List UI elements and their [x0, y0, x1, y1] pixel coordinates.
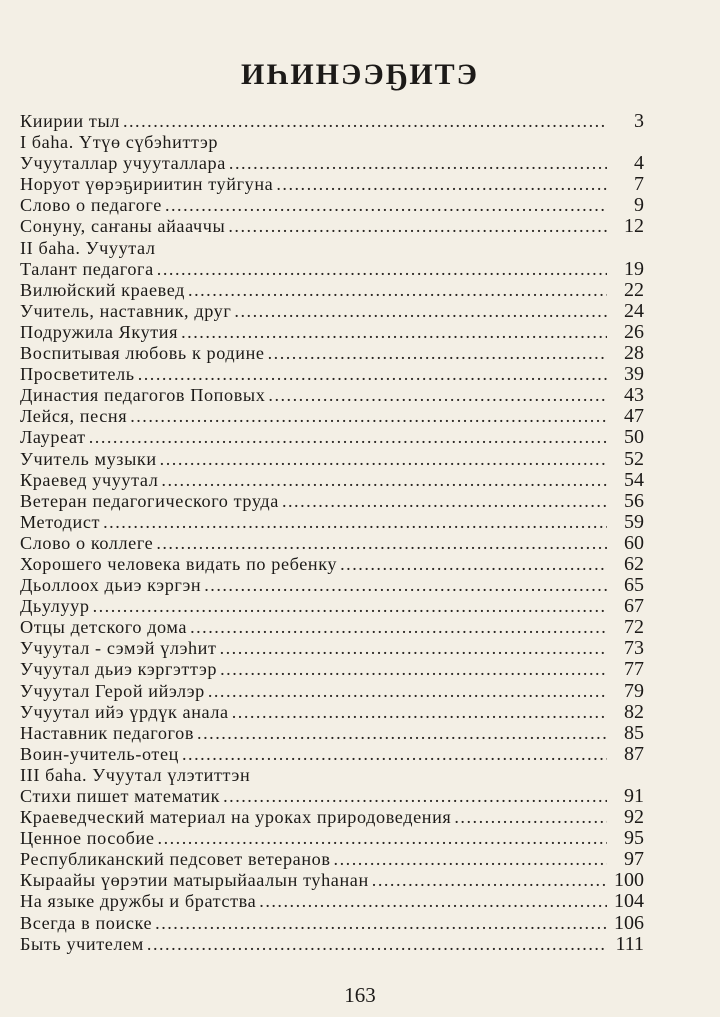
toc-dot-leader: [334, 849, 607, 870]
toc-entry-page: 50: [624, 426, 644, 449]
toc-entry-page: 12: [624, 215, 644, 238]
toc-entry: [20, 280, 644, 301]
toc-dot-leader: [232, 702, 607, 723]
toc-entry-title: Дьоллоох дьиэ кэргэн: [20, 575, 202, 596]
toc-entry-page: 9: [634, 194, 644, 217]
toc-entry-title: Киирии тыл: [20, 111, 120, 131]
toc-entry-title: Учуутал ийэ үрдүк анала: [20, 701, 229, 722]
toc-entry-page: 28: [624, 342, 644, 365]
toc-entry: [20, 427, 644, 448]
toc-entry: [20, 891, 644, 912]
toc-dot-leader: [268, 343, 607, 364]
toc-entry-title: Ценное пособие: [20, 828, 155, 849]
toc-entry-page: 56: [624, 489, 644, 512]
toc-entry-page: 111: [615, 932, 644, 955]
toc-dot-leader: [130, 406, 607, 427]
toc-entry: [20, 828, 644, 849]
toc-dot-leader: [234, 301, 607, 322]
toc-entry: [20, 322, 644, 343]
toc-entry-title: Учуутал - сэмэй үлэһит: [20, 638, 217, 659]
toc-entry-page: 65: [624, 574, 644, 597]
toc-dot-leader: [93, 596, 607, 617]
toc-entry-title: Быть учителем: [20, 933, 144, 954]
toc-entry-title: Воин-учитель-отец: [20, 743, 179, 764]
toc-entry: [20, 659, 644, 680]
toc-dot-leader: [188, 280, 607, 301]
toc-entry: [20, 406, 644, 427]
toc-entry: [20, 195, 644, 216]
toc-dot-leader: [182, 744, 607, 765]
toc-entry: [20, 449, 644, 470]
toc-entry-page: 4: [634, 152, 644, 175]
toc-dot-leader: [161, 470, 607, 491]
toc-entry: [20, 216, 644, 237]
toc-entry: [20, 512, 644, 533]
toc-entry-title: Воспитывая любовь к родине: [20, 343, 265, 364]
toc-entry-title: Слово о педагоге: [20, 195, 162, 216]
toc-entry-page: 43: [624, 384, 644, 407]
toc-entry-title: Методист: [20, 511, 101, 532]
toc-entry-page: 97: [624, 848, 644, 871]
toc-dot-leader: [197, 723, 607, 744]
toc-dot-leader: [158, 828, 607, 849]
toc-entry: [20, 786, 644, 807]
toc-dot-leader: [229, 153, 607, 174]
toc-entry-page: 60: [624, 531, 644, 554]
toc-entry-title: Ветеран педагогического труда: [20, 490, 279, 511]
toc-entry: [20, 153, 644, 174]
toc-entry: [20, 870, 644, 891]
toc-dot-leader: [147, 934, 607, 955]
toc-entry-title: Дьулуур: [20, 596, 90, 617]
toc-dot-leader: [103, 512, 607, 533]
toc-entry: [20, 702, 644, 723]
toc-section-heading: [20, 765, 644, 786]
toc-entry-page: 79: [624, 679, 644, 702]
toc-entry: [20, 385, 644, 406]
toc-entry-page: 95: [624, 827, 644, 850]
toc-entry-title: Подружила Якутия: [20, 321, 179, 342]
toc-entry: [20, 744, 644, 765]
toc-entry-title: Талант педагога: [20, 258, 154, 279]
toc-entry: [20, 491, 644, 512]
toc-entry-title: Слово о коллеге: [20, 532, 154, 553]
toc-entry-title: Наставник педагогов: [20, 722, 195, 743]
toc-entry: [20, 259, 644, 280]
toc-entry-page: 19: [624, 257, 644, 280]
toc-entry-page: 62: [624, 552, 644, 575]
toc-entry-title: Отцы детского дома: [20, 617, 188, 638]
toc-entry-title: Учуутал дьиэ кэргэттэр: [20, 659, 218, 680]
toc-entry: [20, 638, 644, 659]
toc-entry-title: Учитель, наставник, друг: [20, 300, 232, 321]
toc-entry-page: 73: [624, 637, 644, 660]
toc-dot-leader: [204, 575, 607, 596]
toc-dot-leader: [276, 174, 607, 195]
toc-dot-leader: [454, 807, 607, 828]
toc-entry-title: II баһа. Учуутал: [20, 237, 156, 258]
toc-entry-title: Лейся, песня: [20, 406, 128, 427]
toc-entry-title: Учуутал Герой ийэлэр: [20, 680, 205, 701]
toc-entry-page: 67: [624, 595, 644, 618]
toc-entry-page: 54: [624, 468, 644, 491]
toc-dot-leader: [123, 111, 607, 132]
toc-entry-title: Учитель музыки: [20, 448, 157, 469]
toc-entry-title: Сонуну, саҥаны айааччы: [20, 216, 226, 237]
toc-dot-leader: [259, 891, 607, 912]
toc-entry-page: 24: [624, 299, 644, 322]
toc-dot-leader: [181, 322, 607, 343]
toc-entry: [20, 723, 644, 744]
toc-entry-page: 52: [624, 447, 644, 470]
toc-entry: [20, 111, 644, 132]
toc-entry-title: Республиканский педсовет ветеранов: [20, 849, 331, 870]
toc-dot-leader: [160, 449, 607, 470]
toc-entry-page: 26: [624, 320, 644, 343]
toc-entry-title: III баһа. Учуутал үлэтиттэн: [20, 764, 251, 785]
toc-entry-title: Стихи пишет математик: [20, 786, 221, 806]
toc-entry-title: Просветитель: [20, 364, 135, 385]
toc-entry: [20, 301, 644, 322]
toc-entry: [20, 174, 644, 195]
toc-entry-title: Краевед учуутал: [20, 469, 159, 490]
toc-entry-page: 106: [614, 911, 644, 934]
toc-dot-leader: [89, 427, 607, 448]
toc-entry-title: Краеведческий материал на уроках природоведения: [20, 807, 452, 828]
toc-dot-leader: [220, 638, 607, 659]
toc-dot-leader: [220, 659, 607, 680]
toc-entry-title: На языке дружбы и братства: [20, 891, 257, 912]
toc-entry-title: Норуот үөрэҕириитин туйгуна: [20, 174, 274, 195]
toc-entry: [20, 554, 644, 575]
toc-dot-leader: [228, 216, 607, 237]
toc-entry: [20, 934, 644, 955]
toc-entry: [20, 343, 644, 364]
toc-entry: [20, 913, 644, 934]
toc-entry: [20, 807, 644, 828]
toc-entry-page: 77: [624, 658, 644, 681]
toc-entry: [20, 575, 644, 596]
toc-dot-leader: [190, 617, 607, 638]
toc-dot-leader: [156, 533, 607, 554]
toc-entry-page: 7: [634, 173, 644, 196]
toc-section-heading: [20, 238, 644, 259]
toc-dot-leader: [340, 554, 607, 575]
toc-entry: [20, 849, 644, 870]
toc-entry-page: 100: [614, 869, 644, 892]
toc-entry-page: 82: [624, 700, 644, 723]
toc-entry-title: Хорошего человека видать по ребенку: [20, 553, 338, 574]
toc-dot-leader: [208, 681, 607, 702]
toc-entry-page: 91: [624, 785, 644, 807]
toc-entry: [20, 596, 644, 617]
toc-entry-page: 22: [624, 278, 644, 301]
toc-entry: [20, 681, 644, 702]
toc-entry-page: 47: [624, 405, 644, 428]
toc-entry-page: 92: [624, 806, 644, 829]
toc-section-heading: [20, 132, 644, 153]
toc-entry-title: Учууталлар учууталлара: [20, 153, 226, 174]
toc-entry-title: Всегда в поиске: [20, 912, 153, 933]
toc-dot-leader: [282, 491, 607, 512]
toc-dot-leader: [157, 259, 607, 280]
toc-dot-leader: [155, 913, 607, 934]
toc-entry: [20, 617, 644, 638]
table-of-contents: [20, 111, 644, 955]
toc-dot-leader: [268, 385, 607, 406]
toc-entry-page: 39: [624, 363, 644, 386]
toc-entry-title: Вилюйский краевед: [20, 279, 186, 300]
toc-dot-leader: [165, 195, 607, 216]
toc-entry: [20, 364, 644, 385]
toc-entry-title: Династия педагогов Поповых: [20, 385, 266, 406]
toc-entry-page: 87: [624, 742, 644, 765]
toc-dot-leader: [372, 870, 607, 891]
page-number: 163: [344, 983, 376, 1007]
toc-entry-title: Кыраайы үөрэтии матырыйаалын туһанан: [20, 870, 369, 891]
toc-dot-leader: [138, 364, 607, 385]
page-title: ИҺИНЭЭҔИТЭ: [240, 58, 480, 91]
toc-entry: [20, 470, 644, 491]
toc-entry-page: 104: [614, 890, 644, 913]
toc-dot-leader: [223, 786, 607, 807]
toc-entry-page: 72: [624, 616, 644, 639]
toc-entry-page: 59: [624, 510, 644, 533]
toc-entry-title: Лауреат: [20, 427, 86, 448]
toc-entry-page: 85: [624, 721, 644, 744]
toc-entry: [20, 533, 644, 554]
toc-entry-title: I баһа. Үтүө сүбэһиттэр: [20, 132, 219, 153]
toc-entry-page: 3: [634, 110, 644, 132]
